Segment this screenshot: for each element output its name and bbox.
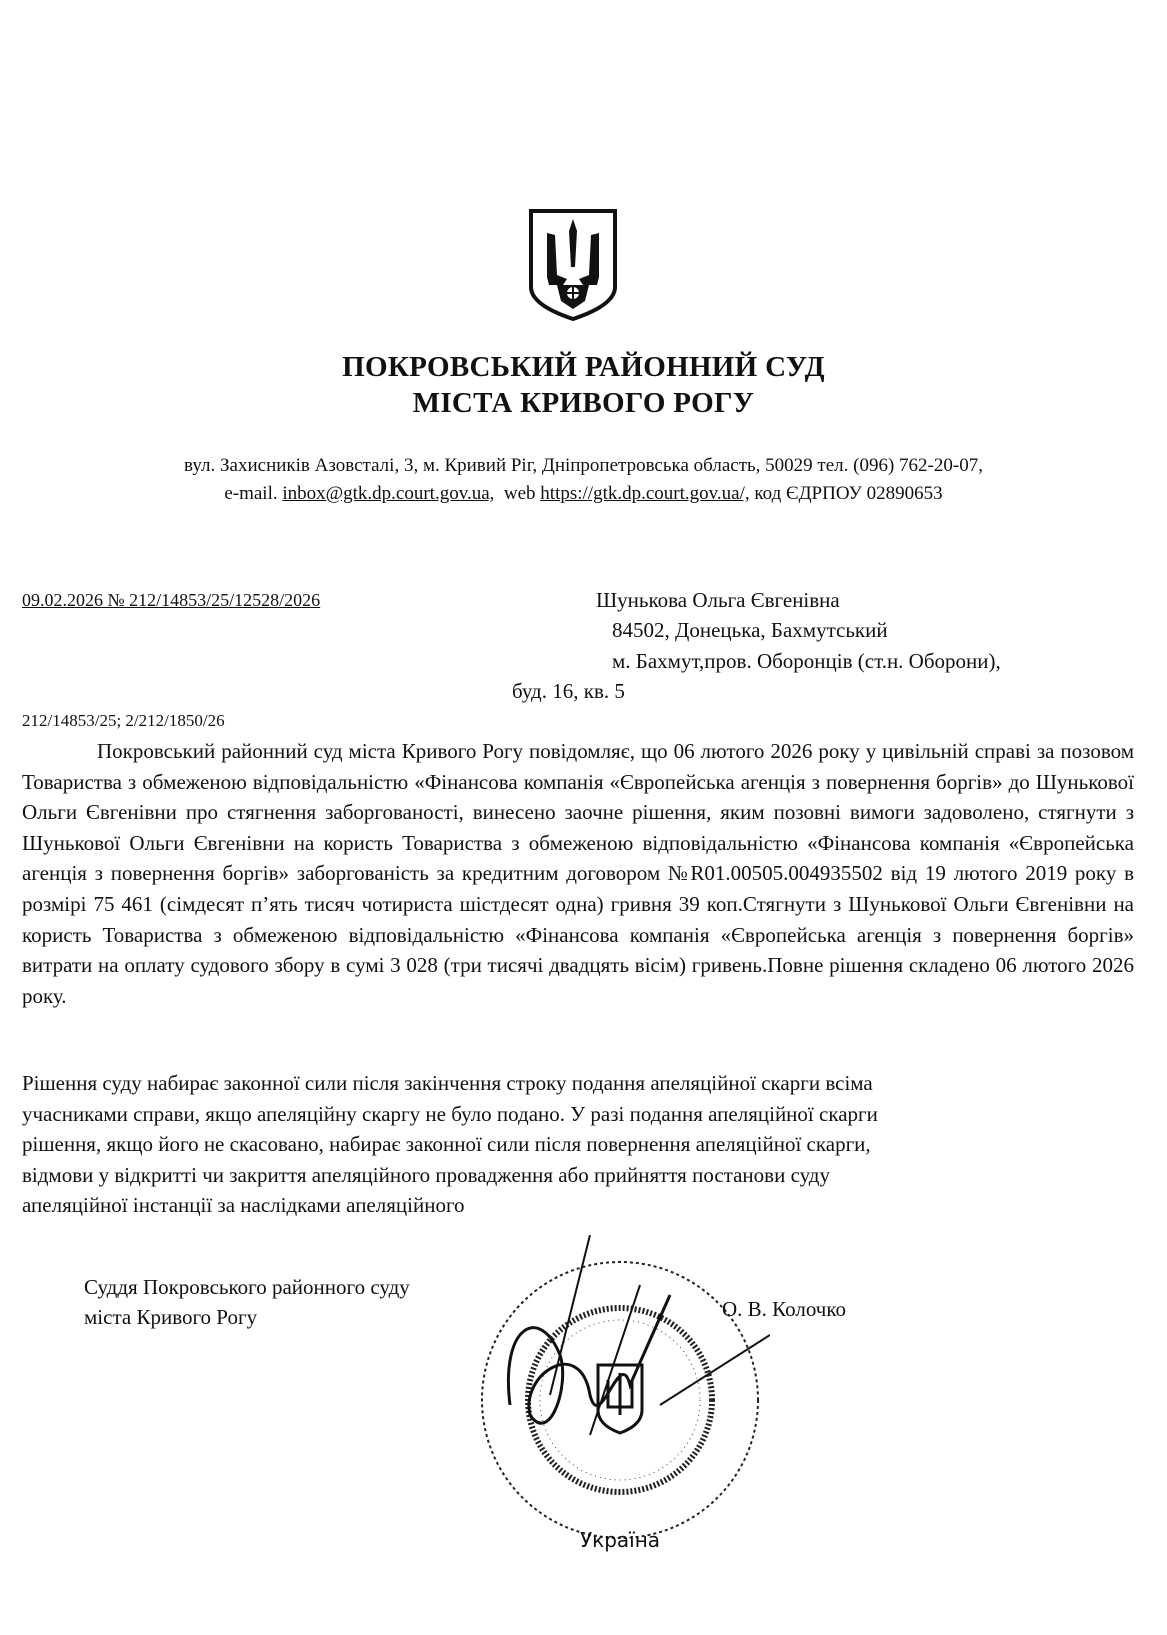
judge-name: О. В. Колочко (722, 1297, 846, 1321)
trident-coat-of-arms-icon (527, 205, 619, 323)
court-name-line2: МІСТА КРИВОГО РОГУ (412, 387, 755, 419)
signer-title (84, 1272, 410, 1332)
legal-force-line: учасниками справи, якщо апеляційну скаргу не було подано. У разі подання апеляційної скарги (22, 1101, 878, 1126)
email-link[interactable]: inbox@gtk.dp.court.gov.ua, (282, 483, 495, 504)
legal-force-line: відмови у відкритті чи закриття апеляційного провадження або прийняття постанови суду (22, 1162, 830, 1187)
recipient-address-line4: буд. 16, кв. 5 (512, 679, 625, 703)
legal-force-line: рішення, якщо його не скасовано, набирає законної сили після повернення апеляційної скарги, (22, 1132, 871, 1156)
court-contacts (0, 452, 1167, 508)
notice-body (22, 736, 1134, 1011)
legal-force-paragraph (22, 1068, 1122, 1221)
signer-title-line2: міста Кривого Рогу (84, 1305, 258, 1329)
court-name-line1: ПОКРОВСЬКИЙ РАЙОННИЙ СУД (342, 351, 825, 383)
legal-force-line: Рішення суду набирає законної сили після закінчення строку подання апеляційної скарги всіма (22, 1071, 873, 1095)
web-label: web (503, 483, 536, 504)
court-seal-stamp-icon (470, 1235, 770, 1565)
legal-force-line: апеляційної інстанції за наслідками апеляційного (22, 1193, 465, 1217)
decision-paragraph: Покровський районний суд міста Кривого Рогу повідомляє, що 06 лютого 2026 року у цивільній справі за позовом Товариства з обмеженою відповідальністю «Фінансова компанія «Європейська агенція з повернення боргів» до Шунькової Ольги Євгенівни про стягнення заборгованості, винесено заочне рішення, яким позовні вимоги задоволено, стягнути з Шунькової Ольги Євгенівни на користь Товариства з обмеженою відповідальністю «Фінансова компанія «Європейська агенція з повернення боргів» заборгованість за кредитним договором №R01.00505.004935502 від 19 лютого 2019 року в розмірі 75 461 (сімдесят п’ять тисяч чотириста шістдесят одна) гривня 39 коп.Стягнути з Шунькової Ольги Євгенівни на користь Товариства з обмеженою відповідальністю «Фінансова компанія «Європейська агенція з повернення боргів» витрати на оплату судового збору в сумі 3 028 (три тисячі двадцять вісім) гривень.Повне рішення складено 06 лютого 2026 року. (22, 739, 1134, 1008)
recipient-address-line3: м. Бахмут,пров. Оборонців (ст.н. Оборони), (612, 649, 1001, 673)
signer-title-line1: Суддя Покровського районного суду (84, 1275, 410, 1299)
case-numbers: 212/14853/25; 2/212/1850/26 (22, 711, 225, 730)
website-link[interactable]: https://gtk.dp.court.gov.ua/, (540, 483, 750, 504)
recipient-address-line2: 84502, Донецька, Бахмутський (612, 618, 888, 642)
outgoing-reference: 09.02.2026 № 212/14853/25/12528/2026 (22, 590, 321, 610)
court-address: вул. Захисників Азовсталі, 3, м. Кривий Ріг, Дніпропетровська область, 50029 тел. (096) 762-20-07, (184, 455, 983, 476)
email-label: e-mail. (224, 483, 278, 504)
recipient-name: Шунькова Ольга Євгенівна (596, 588, 840, 612)
seal-country-text: Україна (579, 1528, 661, 1552)
edrpou-code: код ЄДРПОУ 02890653 (754, 483, 943, 504)
